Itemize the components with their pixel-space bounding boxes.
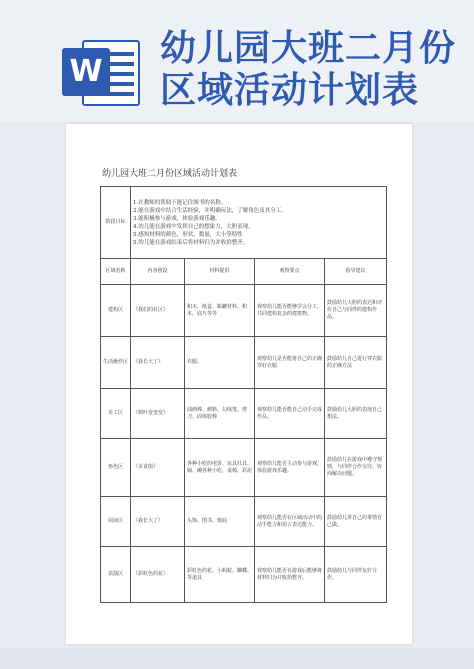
area-name: 阅读区 (101, 497, 131, 547)
header-materials: 材料提供 (185, 259, 255, 285)
document-page (66, 124, 412, 644)
area-name: 角色区 (101, 439, 131, 497)
observe-cell: 观察幼儿能否能自己动手完成作品。 (255, 389, 325, 439)
materials-cell: 油画棒、颜料、勾线笔、剪刀、固体胶棒 (185, 389, 255, 439)
banner-title (160, 28, 456, 112)
guide-cell: 鼓励幼儿自己进行穿衣服的正确方法 (325, 337, 387, 389)
header-row (101, 259, 387, 285)
area-name: 表演区 (101, 547, 131, 603)
banner-title-line2: 区域活动计划表 (160, 70, 420, 111)
table-row (101, 497, 387, 547)
materials-cell: 衣服。 (185, 337, 255, 389)
materials-cell: 积木、纸盒、瓶罐材料、积木、底片等等 (185, 285, 255, 337)
observe-cell: 观察幼儿是否能将自己的正确穿好衣服 (255, 337, 325, 389)
header-area: 区域名称 (101, 259, 131, 285)
observe-cell: 观察幼儿能否能够学会分工，共同建构复杂的建筑物。 (255, 285, 325, 337)
goal-item: 2.能在游戏中结合生活经验，并明确玩法，了解角色及其分工。 (133, 207, 287, 214)
observe-cell: 观察幼儿能否主动参与游戏，体验游戏乐趣。 (255, 439, 325, 497)
goal-item: 5.感知材料的颜色，形状，数量，大小等特性 (133, 231, 243, 238)
guide-cell: 鼓励幼儿大胆的表达和评价自己与同伴的建构作品。 (325, 285, 387, 337)
guide-cell: 鼓励幼儿大胆的表现自己想法。 (325, 389, 387, 439)
banner-title-line1: 幼儿园大班二月份 (160, 28, 457, 69)
observe-cell: 观察幼儿能否在游戏后能够将材料归为并收拾整齐。 (255, 547, 325, 603)
goal-item: 1.在教师的帮助下能记住图书的名称。 (133, 199, 227, 206)
header-guide: 指导建议 (325, 259, 387, 285)
table-row (101, 285, 387, 337)
content-cell: 《我们的社区》 (131, 285, 185, 337)
guide-cell: 鼓励幼儿与同伴友好合作。 (325, 547, 387, 603)
area-name: 生活操作区 (101, 337, 131, 389)
goal-item: 3.能积极参与游戏，体验游戏乐趣。 (133, 215, 221, 222)
area-name: 建构区 (101, 285, 131, 337)
goal-item: 4.幼儿能在游戏中发挥自己的想象力，大胆表现。 (133, 223, 254, 230)
content-cell: 《彩虹色的花》 (131, 547, 185, 603)
bottom-bar (0, 648, 474, 669)
content-cell: 《树叶变变变》 (131, 389, 185, 439)
goal-label: 阶段目标 (101, 187, 131, 259)
guide-cell: 鼓励幼儿讲自己的事情自己做。 (325, 497, 387, 547)
materials-cell: 彩虹色的花、小蚂蚁、蝴蝶、等道具 (185, 547, 255, 603)
word-doc-icon (62, 34, 142, 110)
materials-cell: 各种小吃的电饼、玩具灶具、锅、碗各种小吃、桌椅、彩泥 (185, 439, 255, 497)
observe-cell: 观察幼儿能否在区域活动中的动手能力和语言表达能力。 (255, 497, 325, 547)
content-cell: 《我长大了》 (131, 497, 185, 547)
word-logo-letter: W (62, 48, 110, 96)
header-content: 内容创设 (131, 259, 185, 285)
goal-row (101, 187, 387, 259)
content-cell: 《我长大了》 (131, 337, 185, 389)
goal-list (131, 187, 387, 259)
document-title: 幼儿园大班二月份区域活动计划表 (102, 169, 238, 179)
guide-cell: 鼓励幼儿在游戏中遵守规则，与同伴合作交往，协商解决问题。 (325, 439, 387, 497)
table-row (101, 389, 387, 439)
table-row (101, 547, 387, 603)
plan-table (100, 186, 387, 603)
banner (0, 0, 474, 122)
table-row (101, 337, 387, 389)
goal-item: 5.幼儿能在游戏结束后将材料归为并收拾整齐。 (133, 239, 249, 246)
header-observe: 观察要点 (255, 259, 325, 285)
materials-cell: 头饰、图书、歌曲 (185, 497, 255, 547)
content-cell: 《美食街》 (131, 439, 185, 497)
table-row (101, 439, 387, 497)
area-name: 美工区 (101, 389, 131, 439)
